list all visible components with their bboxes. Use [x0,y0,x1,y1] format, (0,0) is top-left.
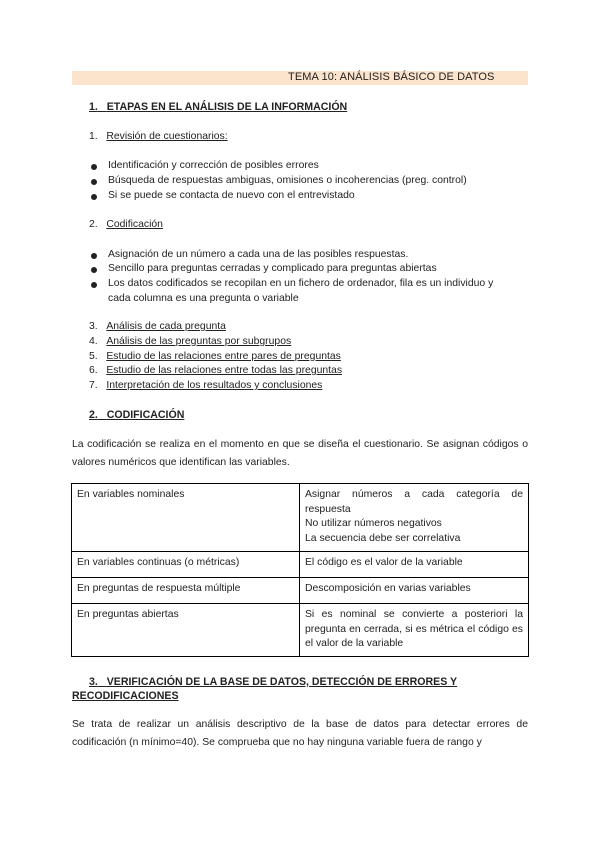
step1: 1. Revisión de cuestionarios: [89,131,228,142]
table-row [72,578,529,604]
table-row [72,484,529,552]
table-cell-right: El código es el valor de la variable [300,552,529,578]
table-row [72,604,529,657]
bullet-icon [91,282,97,288]
step4: 4. Análisis de las preguntas por subgrupos [89,336,292,347]
section1-number: 1. [89,101,98,113]
step2-bullet-continuation: cada columna es una pregunta o variable [108,293,299,304]
section1-title: ETAPAS EN EL ANÁLISIS DE LA INFORMACIÓN [106,101,348,113]
section3-heading: 3. VERIFICACIÓN DE LA BASE DE DATOS, DETECCIÓN DE ERRORES Y [89,676,458,688]
section3-title: VERIFICACIÓN DE LA BASE DE DATOS, DETECCIÓN DE ERRORES Y [106,676,458,688]
bullet-icon [91,164,97,170]
step5: 5. Estudio de las relaciones entre pares de preguntas [89,351,341,362]
table-row [72,552,529,578]
step2-bullet: Asignación de un número a cada una de las posibles respuestas. [108,249,409,260]
bullet-icon [91,253,97,259]
bullet-icon [91,267,97,273]
step1-label: Revisión de cuestionarios: [106,131,228,142]
section1-heading [89,101,347,113]
section3-title-continuation: RECODIFICACIONES [72,690,179,702]
step7: 7. Interpretación de los resultados y conclusiones [89,380,323,391]
step2-bullet: Sencillo para preguntas cerradas y complicado para preguntas abiertas [108,263,437,274]
table-cell-left: En variables continuas (o métricas) [72,552,300,578]
section2-paragraph: La codificación se realiza en el momento en que se diseña el cuestionario. Se asignan códigos o valores numéricos que identifican las variables. [72,439,528,468]
table-cell-right: Si es nominal se convierte a posteriori la pregunta en cerrada, si es métrica el código es el valor de la variable [300,604,529,657]
table-cell-right: Asignar números a cada categoría de respuesta No utilizar números negativos La secuencia debe ser correlativa [300,484,529,552]
bullet-icon [91,194,97,200]
table-cell-right: Descomposición en varias variables [300,578,529,604]
table-cell-left: En variables nominales [72,484,300,552]
step6: 6. Estudio de las relaciones entre todas las preguntas [89,365,343,376]
step1-bullet: Si se puede se contacta de nuevo con el entrevistado [108,190,355,201]
section3-paragraph: Se trata de realizar un análisis descriptivo de la base de datos para detectar errores de codificación (n mínimo=40). Se comprueba que no hay ninguna variable fuera de rango y [72,719,528,748]
step1-bullet: Búsqueda de respuestas ambiguas, omisiones o incoherencias (preg. control) [108,175,467,186]
section2-heading: 2. CODIFICACIÓN [89,409,185,421]
step2: 2. Codificación [89,219,163,230]
section2-title: CODIFICACIÓN [106,409,185,421]
step3: 3. Análisis de cada pregunta [89,321,226,332]
table-cell-left: En preguntas de respuesta múltiple [72,578,300,604]
page-title: TEMA 10: ANÁLISIS BÁSICO DE DATOS [288,71,495,83]
step2-bullet: Los datos codificados se recopilan en un fichero de ordenador, fila es un individuo y [108,278,494,289]
step1-bullet: Identificación y corrección de posibles errores [108,160,319,171]
bullet-icon [91,179,97,185]
step2-label: Codificación [106,219,163,230]
table-cell-left: En preguntas abiertas [72,604,300,657]
coding-table [71,483,529,657]
